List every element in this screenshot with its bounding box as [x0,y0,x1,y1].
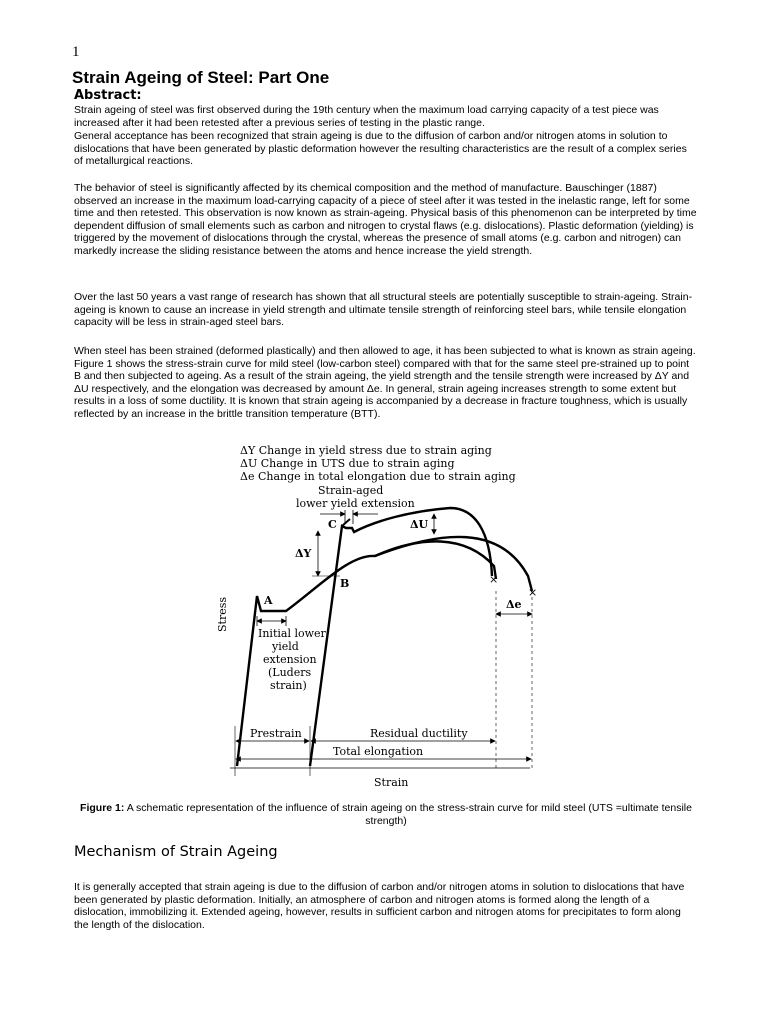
point-a-label: A [264,594,273,607]
original-curve-to-fracture [375,537,532,591]
fracture-mark-aged: × [489,573,499,586]
legend-delta-y: ΔY Change in yield stress due to strain aging [240,444,492,457]
delta-e-label: Δe [506,598,522,611]
stress-strain-figure [200,436,560,796]
luders-label-line-5: strain) [270,679,307,692]
yield-peak [342,519,350,526]
stress-strain-diagram [200,436,560,796]
fracture-mark-original: × [528,586,538,599]
delta-u-label: ΔU [410,518,429,531]
point-c-label: C [328,518,337,531]
total-elongation-label: Total elongation [333,745,424,758]
body-paragraph: Over the last 50 years a vast range of research has shown that all structural steels are potentially susceptible to strain-ageing. Strain-ageing is known to cause an increase in yield strength and ultimate tensile strength of reinforcing steel bars, while tensile elongation capacity will be less in strain-aged steel bars. [74,291,693,329]
abstract-paragraph: Strain ageing of steel was first observed during the 19th century when the maximum load carrying capacity of a test piece was increased after it had been retested after a previous series of testing in the plastic range. [74,104,659,129]
strain-aged-label: Strain-aged [318,484,384,497]
figure-caption [74,802,698,827]
x-axis-label: Strain [374,776,409,789]
figure-caption-text: A schematic representation of the influence of strain ageing on the stress-strain curve for mild steel (UTS =ultimate tensile strength) [124,802,692,827]
residual-ductility-label: Residual ductility [370,727,468,740]
body-paragraph: The behavior of steel is significantly affected by its chemical composition and the method of manufacture. Bauschinger (1887) observed an increase in the maximum load-carrying capacity of a piece of steel after it was tested in the inelastic range, left for some time and then retested. This observation is now known as strain-ageing. Physical basis of this phenomenon can be interpreted by time dependent diffusion of small elements such as carbon and nitrogen to crystal flaws (e.g. dislocations). Plastic deformation (yielding) is triggered by the movement of dislocations through the crystal, whereas the presence of small atoms (e.g. carbon and nitrogen) can markedly increase the sliding resistance between the atoms and hence increase the yield strength. [74,182,697,257]
legend-delta-u: ΔU Change in UTS due to strain aging [240,457,455,470]
luders-label-line-3: extension [263,653,317,666]
prestrain-label: Prestrain [250,727,302,740]
section-heading: Mechanism of Strain Ageing [74,844,278,860]
figure-caption-label: Figure 1: [80,802,125,814]
strain-aged-extension-label: lower yield extension [296,497,415,510]
page-number: 1 [72,44,80,60]
point-b-label: B [340,577,350,590]
luders-label-line-4: (Luders [268,666,312,679]
abstract-paragraph: General acceptance has been recognized that strain ageing is due to the diffusion of carbon and/or nitrogen atoms in solution to dislocations that have been generated by plastic deformation however the resulting characteristics are the result of a complex series of metallurgical reactions. [74,130,687,168]
y-axis-label: Stress [216,596,229,632]
delta-y-label: ΔY [295,547,312,560]
body-paragraph: When steel has been strained (deformed plastically) and then allowed to age, it has been subjected to what is known as strain ageing. Figure 1 shows the stress-strain curve for mild steel (low-carbon steel) compared with that for the same steel pre-strained up to point B and then subjected to ageing. As a result of the strain ageing, the yield strength and the tensile strength were increased by ΔY and ΔU respectively, and the elongation was decreased by amount Δe. In general, strain ageing increases strength to some extent but results in a loss of some ductility. It is known that strain ageing is accompanied by a decrease in fracture toughness, which is usually reflected by an increase in the brittle transition temperature (BTT). [74,345,696,420]
legend-delta-e: Δe Change in total elongation due to strain aging [240,470,516,483]
section-paragraph: It is generally accepted that strain ageing is due to the diffusion of carbon and/or nitrogen atoms in solution to dislocations that have been generated by plastic deformation. Initially, an atmosphere of carbon and nitrogen atoms is formed along the length of a dislocation, immobilizing it. Extended ageing, however, results in sufficient carbon and nitrogen atoms for precipitates to form along the length of the dislocation. [74,881,685,931]
document-title: Strain Ageing of Steel: Part One [72,68,330,87]
abstract-heading: Abstract: [74,88,142,103]
luders-label-line-2: yield [272,640,299,653]
luders-label-line-1: Initial lower [258,627,326,640]
